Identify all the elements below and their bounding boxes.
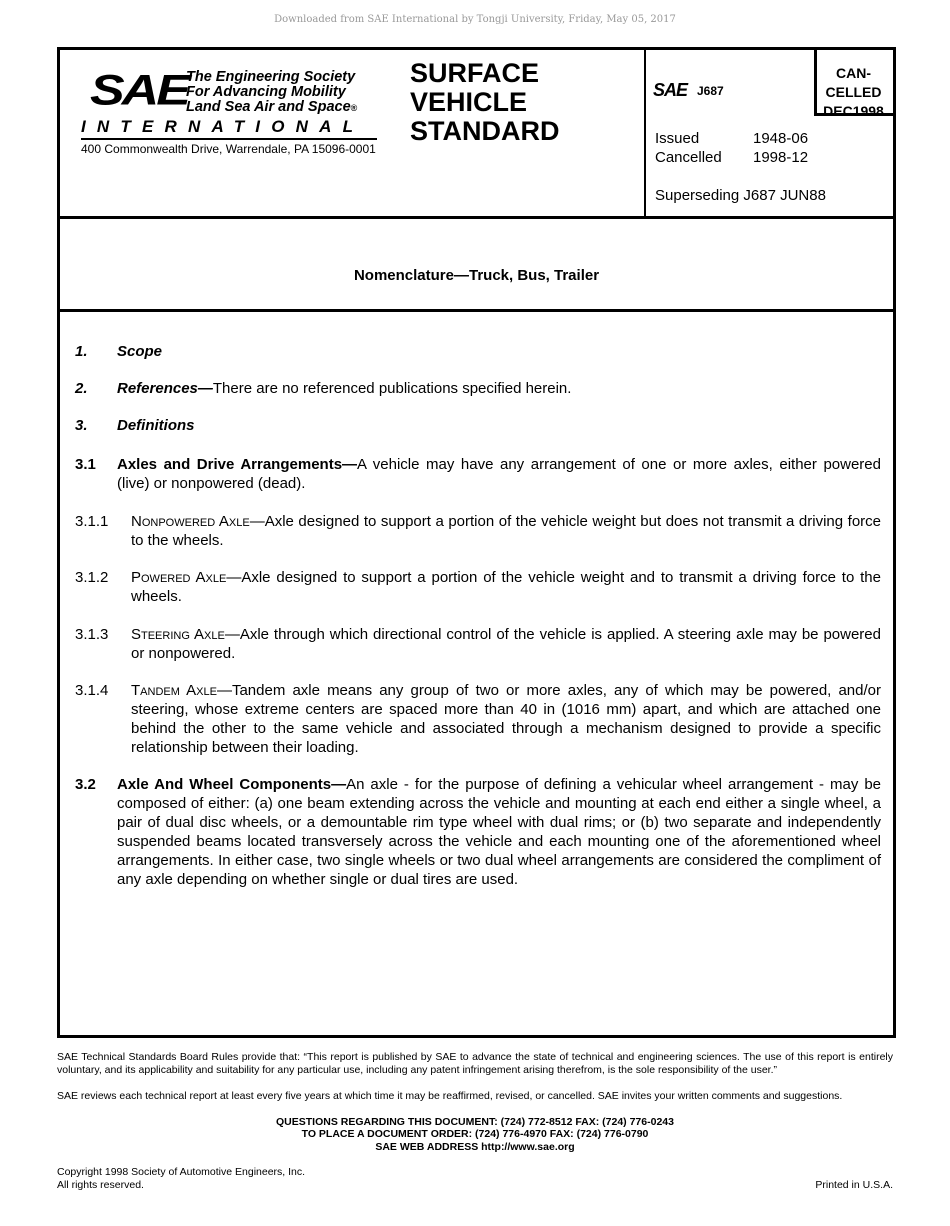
section-2-heading: References— xyxy=(117,380,213,397)
section-3-1-1-term: Nonpowered Axle xyxy=(131,513,250,530)
section-3-1-3-text: —Axle through which directional control of the vehicle is applied. A steering axle may be powered or nonpowered. xyxy=(131,626,881,662)
section-1-heading: Scope xyxy=(117,343,163,360)
cancelled-label: Cancelled xyxy=(655,149,722,166)
download-note: Downloaded from SAE International by Tongji University, Friday, May 05, 2017 xyxy=(274,14,676,25)
document-frame xyxy=(57,47,896,1038)
doc-type-line-1: SURFACE xyxy=(410,58,540,88)
tagline-line-1: The Engineering Society xyxy=(186,69,356,85)
section-3-1-2-number: 3.1.2 xyxy=(75,569,109,586)
document-type xyxy=(410,59,560,146)
doc-type-line-3: STANDARD xyxy=(410,116,560,146)
doc-type-line-2: VEHICLE xyxy=(410,87,528,117)
order-line: TO PLACE A DOCUMENT ORDER: (724) 776-4970 FAX: (724) 776-0790 xyxy=(301,1128,649,1140)
section-3-2-number: 3.2 xyxy=(75,776,96,793)
section-3-1-1-text: —Axle designed to support a portion of the vehicle weight but does not transmit a driving force to the wheels. xyxy=(131,513,881,549)
sae-small-logo: SAE xyxy=(653,80,688,100)
cancel-line-2: CELLED xyxy=(825,84,882,100)
section-3-1-2-text: —Axle designed to support a portion of the vehicle weight and to transmit a driving force to the wheels. xyxy=(131,569,881,605)
rights-reserved: All rights reserved. xyxy=(57,1179,144,1191)
section-3-1-4-term: Tandem Axle xyxy=(131,682,217,699)
section-3-heading: Definitions xyxy=(117,417,195,434)
header-vertical-divider xyxy=(644,50,646,216)
tagline-line-2: For Advancing Mobility xyxy=(186,84,346,100)
section-3-1-2-term: Powered Axle xyxy=(131,569,227,586)
questions-line: QUESTIONS REGARDING THIS DOCUMENT: (724) 772-8512 FAX: (724) 776-0243 xyxy=(276,1116,674,1128)
section-3-2-text: An axle - for the purpose of defining a vehicular wheel arrangement - may be composed of either: (a) one beam extending across the vehicle and mounting at each end either a single wheel, a pair of dual disc wheels, or a demountable rim type wheel with dual rims; or (b) two separate and independently suspended beams located transversely across the vehicle and each mounting one of the aforementioned wheel arrangements. In either case, two single wheels or two dual wheel arrangements are considered the compliment of any axle depending on whether single or dual tires are used. xyxy=(117,776,882,888)
cancel-line-1: CAN- xyxy=(836,65,871,81)
issued-value: 1948-06 xyxy=(753,130,809,147)
section-3-1-4-number: 3.1.4 xyxy=(75,682,109,699)
web-address: SAE WEB ADDRESS http://www.sae.org xyxy=(375,1141,575,1153)
copyright: Copyright 1998 Society of Automotive Engineers, Inc. xyxy=(57,1166,306,1178)
header-divider xyxy=(60,216,893,219)
document-number: J687 xyxy=(697,84,724,98)
section-3-1-text: A vehicle may have any arrangement of one or more axles, either powered (live) or nonpowered (dead). xyxy=(117,456,881,492)
section-3-1-1-number: 3.1.1 xyxy=(75,513,109,530)
logo-tagline xyxy=(186,70,376,116)
cancelled-value: 1998-12 xyxy=(753,149,809,166)
section-3-1-heading: Axles and Drive Arrangements— xyxy=(117,456,358,473)
printed-in: Printed in U.S.A. xyxy=(815,1179,893,1191)
section-3-1-4-text: —Tandem axle means any group of two or more axles, any of which may be powered, and/or steering, whose extreme centers are spaced more than 40 in (1016 mm) apart, and which are attached one behind the other to the same vehicle and associated through a mechanism designed to provide a specific relationship between their loading. xyxy=(131,682,881,756)
section-2-text: There are no referenced publications specified herein. xyxy=(212,380,572,397)
tagline-line-3: Land Sea Air and Space xyxy=(186,99,351,115)
sae-address: 400 Commonwealth Drive, Warrendale, PA 15096-0001 xyxy=(81,142,376,156)
cancel-status xyxy=(814,64,893,121)
section-3-1-3-number: 3.1.3 xyxy=(75,626,109,643)
section-3-2-heading: Axle And Wheel Components— xyxy=(117,776,347,793)
document-title: Nomenclature—Truck, Bus, Trailer xyxy=(353,267,600,284)
international-wordmark: INTERNATIONAL xyxy=(81,117,365,136)
title-divider xyxy=(60,309,893,312)
section-3-1-number: 3.1 xyxy=(75,456,96,473)
standards-board-rules: SAE Technical Standards Board Rules provide that: “This report is published by SAE to advance the state of technical and engineering sciences. The use of this report is entirely voluntary, and its applicability and suitability for any particular use, including any patent infringement arising therefrom, is the sole responsibility of the user.” xyxy=(57,1051,893,1076)
section-3-number: 3. xyxy=(75,417,88,434)
issued-label: Issued xyxy=(655,130,700,147)
review-notice: SAE reviews each technical report at least every five years at which time it may be reaffirmed, revised, or cancelled. SAE invites your written comments and suggestions. xyxy=(57,1090,843,1102)
cancel-line-3: DEC1998 xyxy=(823,103,884,119)
sae-logo: SAE xyxy=(90,66,188,115)
section-3-1-3-term: Steering Axle xyxy=(131,626,225,643)
section-1-number: 1. xyxy=(75,343,88,360)
registered-mark: ® xyxy=(350,103,358,113)
wordmark-rule xyxy=(81,138,377,140)
issue-dates xyxy=(655,129,808,167)
superseding-note: Superseding J687 JUN88 xyxy=(655,187,826,204)
section-2-number: 2. xyxy=(75,380,88,397)
